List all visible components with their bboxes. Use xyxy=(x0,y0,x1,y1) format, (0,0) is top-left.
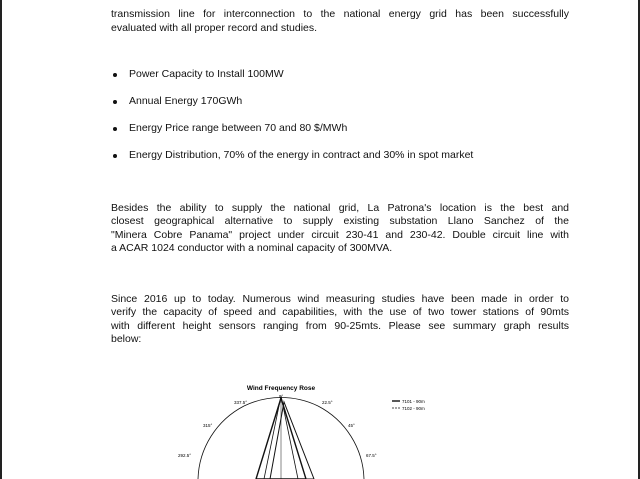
rose-ring xyxy=(198,406,244,479)
rose-ring-right xyxy=(318,406,364,479)
bullet-item: Energy Distribution, 70% of the energy in contract and 30% in spot market xyxy=(113,149,473,176)
angle-label: 22.5° xyxy=(322,400,333,405)
angle-label: 337.5° xyxy=(234,400,248,405)
legend-entry: 7101 - 90m xyxy=(402,399,425,404)
intro-paragraph xyxy=(111,0,569,35)
chart-title: Wind Frequency Rose xyxy=(246,385,316,392)
angle-label: 292.5° xyxy=(178,453,192,458)
bullet-item: Energy Price range between 70 and 80 $/MWh xyxy=(113,122,473,149)
bullet-dot-icon xyxy=(113,127,117,131)
bullet-dot-icon xyxy=(113,73,117,77)
intro-line-1: transmission line for interconnection to the national energy grid has been successfully xyxy=(111,8,569,21)
intro-line-2: evaluated with all proper record and studies. xyxy=(111,21,318,34)
angle-label: 315° xyxy=(203,423,213,428)
legend-entry: 7102 - 90m xyxy=(402,406,425,411)
bullet-dot-icon xyxy=(113,154,117,158)
bullet-item: Power Capacity to Install 100MW xyxy=(113,68,473,95)
grid-paragraph: Besides the ability to supply the national grid, La Patrona's location is the best and closest geographical alternative to supply existing substation Llano Sanchez of the "Minera Cobre Panama" project under circuit 230-41 and 230-42. Double circuit line with a ACAR 1024 conductor with a nominal capacity of 300MVA. xyxy=(111,202,569,254)
bullet-item: Annual Energy 170GWh xyxy=(113,95,473,122)
wind-rose-chart xyxy=(178,378,456,479)
angle-label: 67.5° xyxy=(366,453,377,458)
angle-label: 45° xyxy=(348,423,355,428)
page-border-left xyxy=(0,0,2,479)
bullet-list xyxy=(113,68,473,176)
angle-label: 0° xyxy=(278,394,284,399)
wind-paragraph: Since 2016 up to today. Numerous wind measuring studies have been made in order to verify the capacity of speed and capabilities, with the use of two tower stations of 90mts with different height sensors ranging from 90-25mts. Please see summary graph results below: xyxy=(111,293,569,345)
bullet-dot-icon xyxy=(113,100,117,104)
